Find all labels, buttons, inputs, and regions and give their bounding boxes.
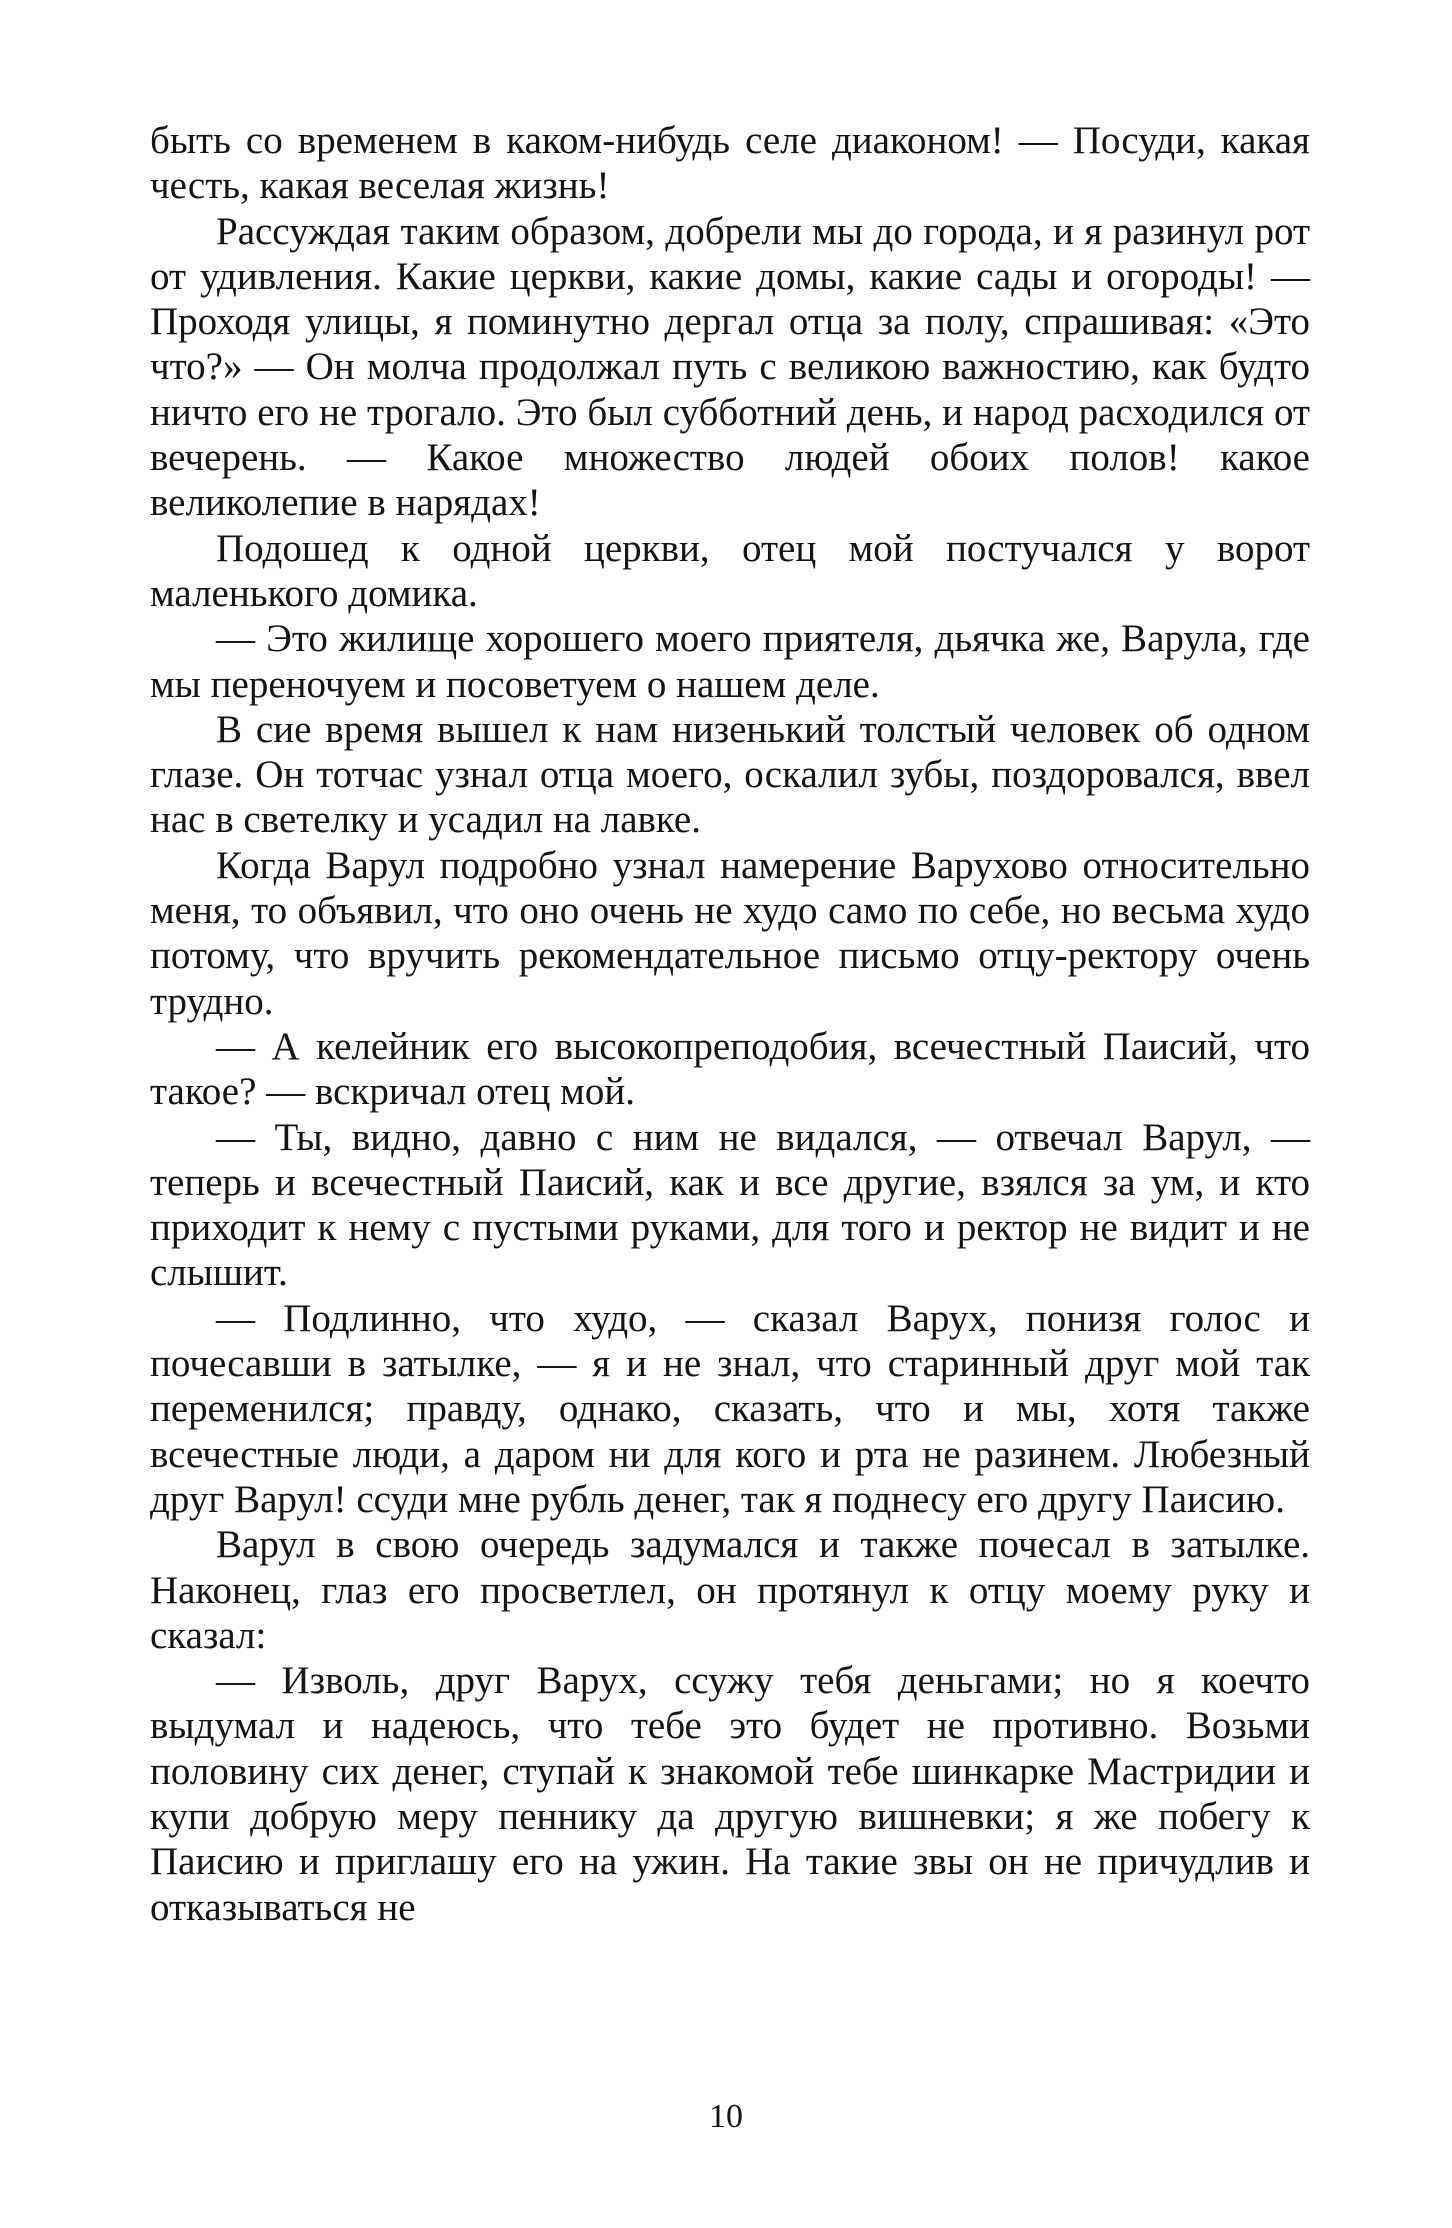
paragraph-9: — Подлинно, что худо, — сказал Варух, понизя голос и почесавши в затылке, — я и не знал, что старинный друг мой так переменился; правду, однако, сказать, что и мы, хотя также всечестные люди, а даром ни для кого и рта не разинем. Любезный друг Варул! ссуди мне рубль денег, так я поднесу его другу Паисию. bbox=[150, 1296, 1310, 1521]
paragraph-4: — Это жилище хорошего моего приятеля, дьячка же, Варула, где мы переночуем и посоветуем о нашем деле. bbox=[150, 617, 1310, 706]
paragraph-6: Когда Варул подробно узнал намерение Варухово относительно меня, то объявил, что оно очень не худо само по себе, но весьма худо потому, что вручить рекомендательное письмо отцу-ректору очень трудно. bbox=[150, 843, 1310, 1023]
page-number: 10 bbox=[709, 2098, 743, 2135]
paragraph-5: В сие время вышел к нам низенький толстый человек об одном глазе. Он тотчас узнал отца моего, оскалил зубы, поздоровался, ввел нас в светелку и усадил на лавке. bbox=[150, 707, 1310, 842]
paragraph-2: Рассуждая таким образом, добрели мы до города, и я разинул рот от удивления. Какие церкви, какие домы, какие сады и огороды! — Проходя улицы, я поминутно дергал отца за полу, спрашивая: «Это что?» — Он молча продолжал путь с великою важностию, как будто ничто его не трогало. Это был субботний день, и народ расходился от вечерень. — Какое множество людей обоих полов! какое великолепие в нарядах! bbox=[150, 209, 1310, 525]
paragraph-11: — Изволь, друг Варух, ссужу тебя деньгами; но я коечто выдумал и надеюсь, что тебе это будет не противно. Возьми половину сих денег, ступай к знакомой тебе шинкарке Мастридии и купи добрую меру пеннику да другую вишневки; я же побегу к Паисию и приглашу его на ужин. На такие звы он не причудлив и отказываться не bbox=[150, 1659, 1310, 1929]
paragraph-3: Подошед к одной церкви, отец мой постучался у ворот маленького домика. bbox=[150, 526, 1310, 615]
paragraph-10: Варул в свою очередь задумался и также почесал в затылке. Наконец, глаз его просветлел, он протянул к отцу моему руку и сказал: bbox=[150, 1523, 1310, 1657]
paragraph-7: — А келейник его высокопреподобия, всечестный Паисий, что такое? — вскричал отец мой. bbox=[150, 1024, 1310, 1114]
paragraph-8: — Ты, видно, давно с ним не видался, — отвечал Варул, — теперь и всечестный Паисий, как и все другие, взялся за ум, и кто приходит к нему с пустыми руками, для того и ректор не видит и не слышит. bbox=[150, 1115, 1310, 1295]
paragraph-1: быть со временем в каком-нибудь селе диаконом! — Посуди, какая честь, какая веселая жизнь! bbox=[150, 119, 1310, 208]
page-text bbox=[150, 118, 1310, 1930]
